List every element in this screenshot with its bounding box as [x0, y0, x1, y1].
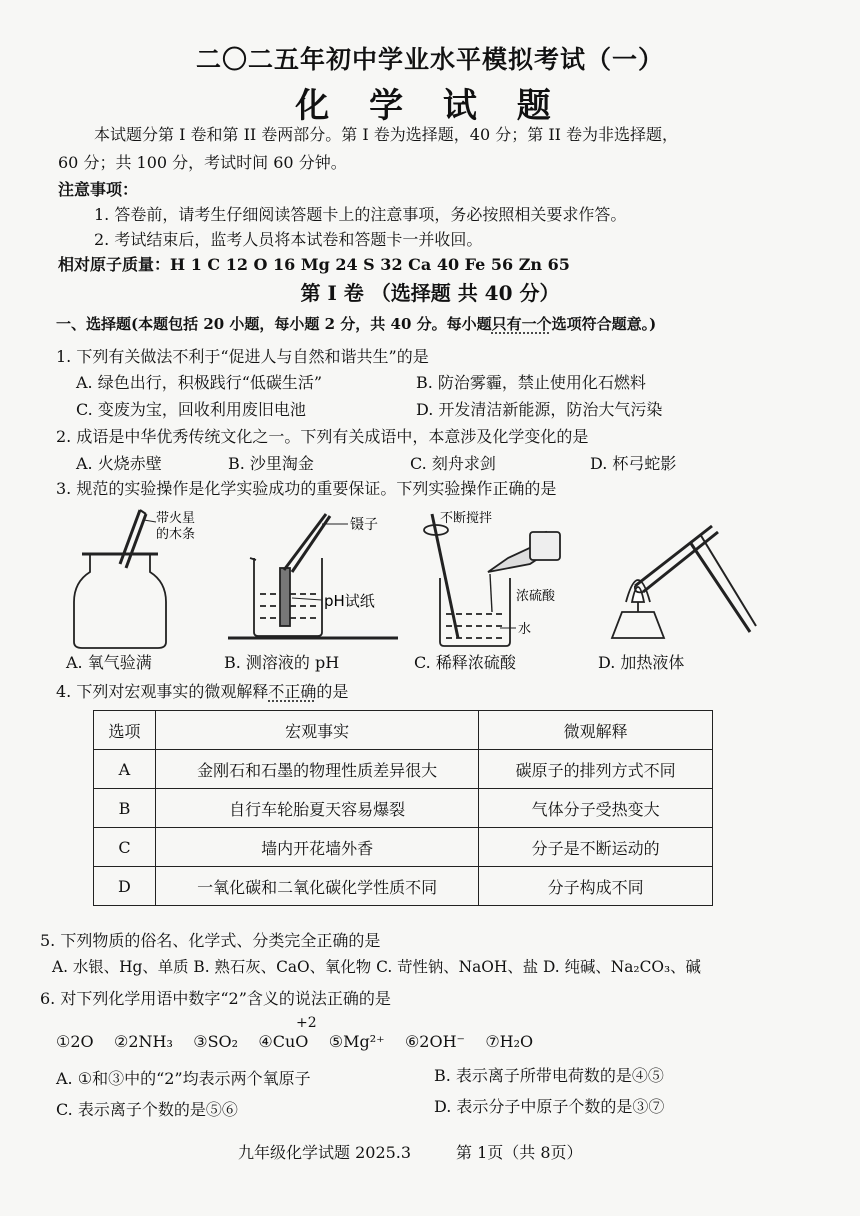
table-cell: D: [94, 867, 156, 906]
q3-option-c: C. 稀释浓硫酸: [414, 653, 516, 672]
q3-stem: 3. 规范的实验操作是化学实验成功的重要保证。下列实验操作正确的是: [56, 479, 557, 498]
table-row: [94, 750, 713, 789]
q6-symbol: ①2O: [56, 1032, 94, 1051]
table-cell: C: [94, 828, 156, 867]
table-row: [94, 828, 713, 867]
instruction-part-c: 选项符合题意。): [551, 315, 657, 333]
table-header-cell: 选项: [94, 711, 156, 750]
q6-symbols: [56, 1032, 533, 1051]
q5-stem: 5. 下列物质的俗名、化学式、分类完全正确的是: [40, 931, 381, 950]
table-cell: 金刚石和石墨的物理性质差异很大: [155, 750, 478, 789]
q6-option-a: A. ①和③中的“2”均表示两个氧原子: [56, 1069, 311, 1088]
notes-heading: 注意事项：: [58, 180, 139, 199]
table-header-cell: 宏观事实: [155, 711, 478, 750]
section-instruction: [56, 313, 656, 334]
subject-title: 化 学 试 题: [295, 86, 565, 126]
table-cell: 自行车轮胎夏天容易爆裂: [155, 789, 478, 828]
q2-option-a: A. 火烧赤壁: [76, 454, 162, 473]
table-cell: 墙内开花墙外香: [155, 828, 478, 867]
atomic-mass-line: 相对原子质量：H 1 C 12 O 16 Mg 24 S 32 Ca 40 Fe 56 Zn 65: [58, 255, 570, 274]
table-header-cell: 微观解释: [479, 711, 713, 750]
q1-option-a: A. 绿色出行，积极践行“低碳生活”: [76, 373, 323, 392]
table-row: [94, 867, 713, 906]
intro-line-1: 本试题分第 I 卷和第 II 卷两部分。第 I 卷为选择题，40 分；第 II 卷为非选择题，: [94, 125, 679, 144]
q1-option-d: D. 开发清洁新能源，防治大气污染: [416, 400, 663, 419]
table-row: [94, 789, 713, 828]
q2-stem: 2. 成语是中华优秀传统文化之一。下列有关成语中，本意涉及化学变化的是: [56, 427, 589, 446]
fig-a-bottle-icon: [74, 510, 166, 648]
fig-b-label-1: 镊子: [350, 517, 378, 533]
q6-symbol: ④CuO: [258, 1032, 309, 1051]
q3-figures: [60, 502, 820, 652]
fig-b-label-2: pH试纸: [324, 592, 375, 610]
fig-a-label-2: 的木条: [156, 527, 196, 542]
q4-stem-a: 4. 下列对宏观事实的微观解释: [56, 682, 269, 701]
footer-left: 九年级化学试题 2025.3: [238, 1143, 412, 1162]
note-item-2: 2. 考试结束后，监考人员将本试卷和答题卡一并收回。: [94, 230, 483, 249]
q2-option-b: B. 沙里淘金: [228, 454, 314, 473]
q3-option-b: B. 测溶液的 pH: [224, 653, 340, 672]
q6-stem: 6. 对下列化学用语中数字“2”含义的说法正确的是: [40, 989, 391, 1008]
fig-c-label-2: 浓硫酸: [516, 589, 556, 604]
q6-option-d: D. 表示分子中原子个数的是③⑦: [434, 1097, 665, 1116]
table-cell: B: [94, 789, 156, 828]
q1-stem: 1. 下列有关做法不利于“促进人与自然和谐共生”的是: [56, 347, 429, 366]
instruction-emphasis: 只有一个: [491, 315, 552, 333]
instruction-part-a: 一、选择题(本题包括 20 小题，每小题 2 分，共 40 分。每小题: [56, 315, 492, 333]
table-cell: 一氧化碳和二氧化碳化学性质不同: [155, 867, 478, 906]
q6-option-c: C. 表示离子个数的是⑤⑥: [56, 1100, 238, 1119]
table-cell: 碳原子的排列方式不同: [479, 750, 713, 789]
page-number: 第 1页（共 8页）: [456, 1143, 583, 1162]
fig-c-label-1: 不断搅拌: [440, 511, 493, 526]
table-cell: 分子是不断运动的: [479, 828, 713, 867]
note-item-1: 1. 答卷前，请考生仔细阅读答题卡上的注意事项，务必按照相关要求作答。: [94, 205, 627, 224]
q6-cuo-charge: +2: [296, 1015, 317, 1031]
section-title: 第 I 卷 （选择题 共 40 分）: [300, 281, 560, 305]
q6-symbol: ⑦H₂O: [485, 1032, 534, 1051]
q4-stem-emphasis: 不正确: [268, 682, 317, 701]
fig-d-burner-icon: [612, 526, 756, 638]
q2-option-c: C. 刻舟求剑: [410, 454, 496, 473]
q3-option-a: A. 氧气验满: [66, 653, 152, 672]
table-cell: A: [94, 750, 156, 789]
q2-option-d: D. 杯弓蛇影: [590, 454, 677, 473]
q6-option-b: B. 表示离子所带电荷数的是④⑤: [434, 1066, 664, 1085]
fig-c-dilution-icon: [424, 514, 560, 646]
q6-symbol: ⑤Mg²⁺: [328, 1032, 385, 1051]
table-cell: 气体分子受热变大: [479, 789, 713, 828]
q1-option-b: B. 防治雾霾，禁止使用化石燃料: [416, 373, 646, 392]
table-header-row: [94, 711, 713, 750]
q4-stem-c: 的是: [316, 682, 349, 701]
q6-symbol: ⑥2OH⁻: [404, 1032, 465, 1051]
q6-symbol: ③SO₂: [193, 1032, 239, 1051]
q4-table: [93, 710, 713, 906]
q1-option-c: C. 变废为宝，回收利用废旧电池: [76, 400, 306, 419]
q5-options: A. 水银、Hg、单质 B. 熟石灰、CaO、氧化物 C. 苛性钠、NaOH、盐 D. 纯碱、Na₂CO₃、碱: [52, 958, 701, 976]
intro-line-2: 60 分；共 100 分，考试时间 60 分钟。: [58, 153, 347, 172]
q4-stem: [56, 679, 348, 702]
q3-option-d: D. 加热液体: [598, 653, 685, 672]
fig-a-label-1: 带火星: [156, 511, 196, 526]
fig-c-label-3: 水: [518, 622, 532, 637]
q6-symbol: ②2NH₃: [113, 1032, 173, 1051]
exam-title: 二〇二五年初中学业水平模拟考试（一）: [195, 45, 664, 74]
table-cell: 分子构成不同: [479, 867, 713, 906]
